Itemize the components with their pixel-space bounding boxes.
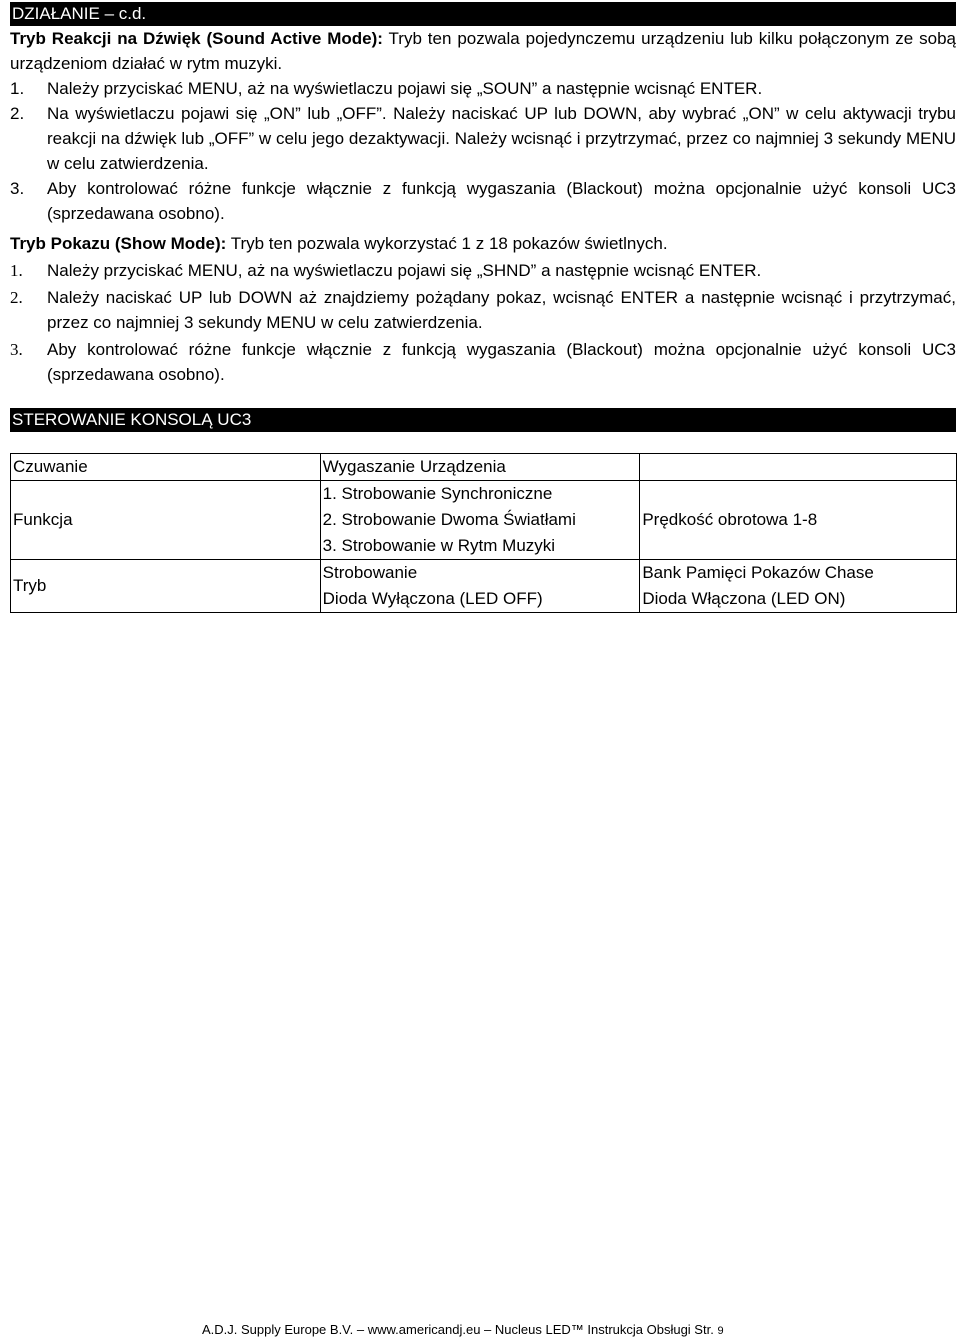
page-number: 9 [717, 1325, 724, 1337]
table-cell: Czuwanie [11, 454, 321, 481]
page-footer [202, 1322, 724, 1339]
sound-mode-title: Tryb Reakcji na Dźwięk (Sound Active Mode): [10, 29, 383, 48]
cell-line: Bank Pamięci Pokazów Chase [642, 563, 874, 582]
table-cell [320, 560, 640, 613]
step-number: 3. [10, 340, 23, 359]
table-row [11, 481, 957, 560]
uc3-control-table [10, 453, 957, 613]
list-item [10, 76, 956, 101]
table-cell [640, 560, 957, 613]
step-text: Należy przyciskać MENU, aż na wyświetlaczu pojawi się „SOUN” a następnie wcisnąć ENTER. [47, 79, 763, 98]
step-number: 1. [10, 79, 25, 98]
sound-mode-intro [10, 26, 956, 76]
step-number: 2. [10, 288, 23, 307]
cell-line: 2. Strobowanie Dwoma Światłami [322, 510, 576, 529]
show-mode-intro [10, 231, 956, 256]
table-cell: Prędkość obrotowa 1-8 [640, 481, 957, 560]
step-text: Na wyświetlaczu pojawi się „ON” lub „OFF”. Należy naciskać UP lub DOWN, aby wybrać „ON” w celu aktywacji trybu reakcji na dźwięk lub „OFF” w celu jego dezaktywacji. Należy wcisnąć i przytrzymać, przez co najmniej 3 sekundy MENU w celu zatwierdzenia. [47, 104, 956, 173]
table-cell [640, 454, 957, 481]
manual-page [10, 0, 956, 613]
section-header-operation: DZIAŁANIE – c.d. [10, 2, 956, 26]
step-text: Należy przyciskać MENU, aż na wyświetlaczu pojawi się „SHND” a następnie wcisnąć ENTER. [47, 261, 762, 280]
step-number: 1. [10, 261, 23, 280]
step-text: Aby kontrolować różne funkcje włącznie z funkcją wygaszania (Blackout) można opcjonalnie użyć konsoli UC3 (sprzedawana osobno). [47, 340, 956, 384]
cell-line: 1. Strobowanie Synchroniczne [322, 484, 553, 503]
table-row [11, 560, 957, 613]
list-item [10, 285, 956, 335]
show-mode-text: Tryb ten pozwala wykorzystać 1 z 18 pokazów świetlnych. [226, 234, 668, 253]
step-text: Aby kontrolować różne funkcje włącznie z funkcją wygaszania (Blackout) można opcjonalnie użyć konsoli UC3 (sprzedawana osobno). [47, 179, 956, 223]
table-cell: Funkcja [11, 481, 321, 560]
list-item [10, 337, 956, 387]
list-item [10, 176, 956, 226]
step-number: 3. [10, 179, 25, 198]
table-row [11, 454, 957, 481]
cell-line: Strobowanie [322, 563, 418, 582]
show-mode-steps [10, 258, 956, 387]
step-number: 2. [10, 104, 25, 123]
section-header-uc3-control: STEROWANIE KONSOLĄ UC3 [10, 408, 956, 432]
footer-text: A.D.J. Supply Europe B.V. – www.americandj.eu – Nucleus LED™ Instrukcja Obsługi Str. [202, 1322, 718, 1337]
list-item [10, 258, 956, 283]
list-item [10, 101, 956, 176]
cell-line: 3. Strobowanie w Rytm Muzyki [322, 536, 556, 555]
table-cell: Tryb [11, 560, 321, 613]
cell-line: Dioda Włączona (LED ON) [642, 589, 846, 608]
step-text: Należy naciskać UP lub DOWN aż znajdziemy pożądany pokaz, wcisnąć ENTER a następnie wcisnąć i przytrzymać, przez co najmniej 3 sekundy MENU w celu zatwierdzenia. [47, 288, 956, 332]
table-cell: Wygaszanie Urządzenia [320, 454, 640, 481]
table-cell [320, 481, 640, 560]
sound-mode-steps [10, 76, 956, 226]
sound-mode-text: Tryb ten pozwala pojedynczemu urządzeniu lub kilku połączonym ze sobą urządzeniom działać w rytm muzyki. [10, 29, 957, 73]
cell-line: Dioda Wyłączona (LED OFF) [322, 589, 543, 608]
show-mode-title: Tryb Pokazu (Show Mode): [10, 234, 227, 253]
